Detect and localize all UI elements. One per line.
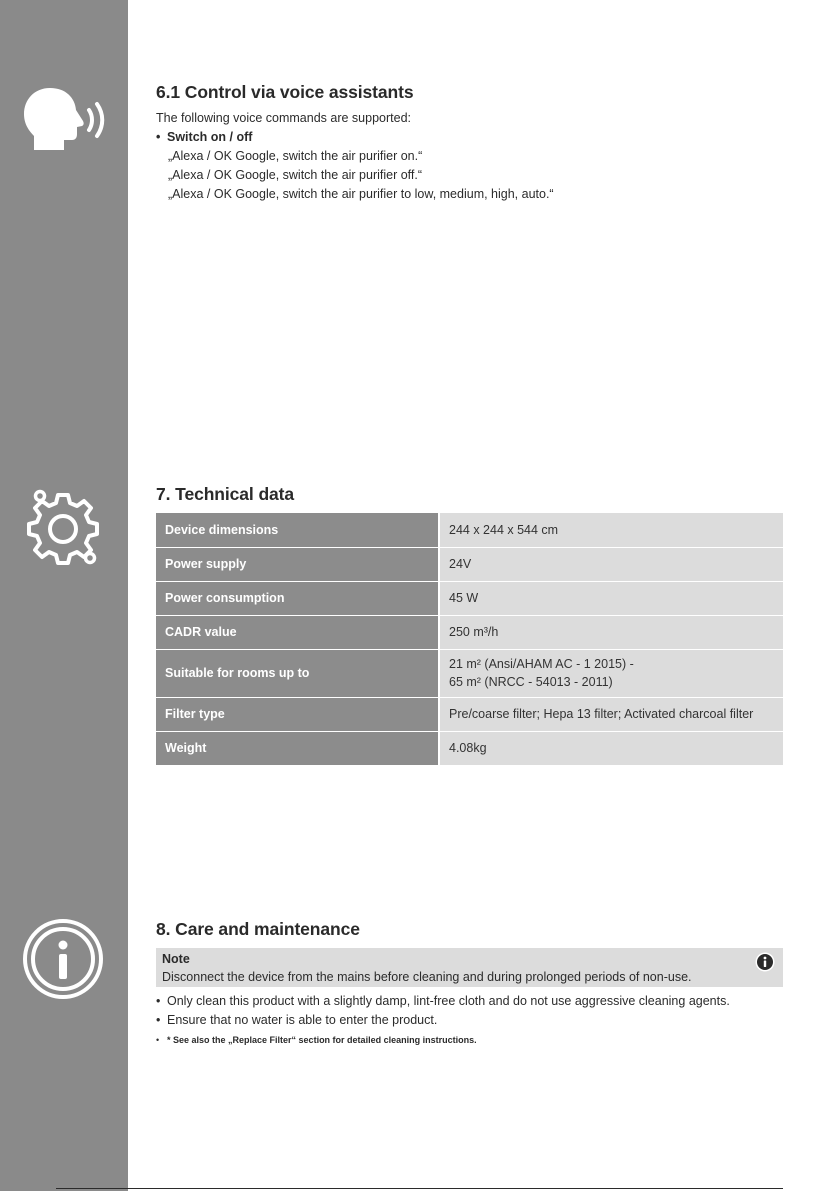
voice-command: „Alexa / OK Google, switch the air purifier off.“ <box>168 168 423 182</box>
row-label: Device dimensions <box>156 513 439 547</box>
intro-text: The following voice commands are supported: <box>156 111 411 125</box>
technical-data-table <box>156 513 783 766</box>
row-label: Power supply <box>156 547 439 581</box>
table-row <box>156 513 783 547</box>
row-value: Pre/coarse filter; Hepa 13 filter; Activated charcoal filter <box>439 697 783 731</box>
row-label: Weight <box>156 731 439 765</box>
table-row <box>156 731 783 765</box>
section-title: 6.1 Control via voice assistants <box>156 82 414 102</box>
sidebar <box>0 0 128 1191</box>
table-row <box>156 697 783 731</box>
voice-command: „Alexa / OK Google, switch the air purifier on.“ <box>168 149 423 163</box>
voice-command: „Alexa / OK Google, switch the air purifier to low, medium, high, auto.“ <box>168 187 554 201</box>
info-icon <box>755 952 775 972</box>
section-care-maintenance <box>156 919 783 1049</box>
note-box <box>156 948 783 987</box>
bullet-switch: • Switch on / off <box>156 128 783 147</box>
footnote: • * See also the „Replace Filter“ section for detailed cleaning instructions. <box>156 1031 783 1049</box>
table-row <box>156 581 783 615</box>
row-label: Power consumption <box>156 581 439 615</box>
table-row <box>156 547 783 581</box>
row-value: 45 W <box>439 581 783 615</box>
info-icon <box>22 918 104 1000</box>
row-value: 250 m³/h <box>439 615 783 649</box>
row-value: 244 x 244 x 544 cm <box>439 513 783 547</box>
section-technical-data <box>156 484 783 766</box>
list-item: • Ensure that no water is able to enter the product. <box>156 1011 783 1030</box>
row-label: CADR value <box>156 615 439 649</box>
row-value: 4.08kg <box>439 731 783 765</box>
row-label: Filter type <box>156 697 439 731</box>
speaking-head-icon <box>20 80 106 166</box>
row-value <box>439 649 783 697</box>
table-row <box>156 615 783 649</box>
row-value-line: 65 m² (NRCC - 54013 - 2011) <box>449 675 613 689</box>
gear-icon <box>20 486 106 572</box>
table-row <box>156 649 783 697</box>
section-title: 7. Technical data <box>156 484 295 504</box>
section-voice-control <box>156 82 783 204</box>
list-item: • Only clean this product with a slightly damp, lint-free cloth and do not use aggressive cleaning agents. <box>156 992 783 1011</box>
footer-divider <box>56 1188 783 1189</box>
note-title: Note <box>162 952 190 966</box>
row-value-line: 21 m² (Ansi/AHAM AC - 1 2015) - <box>449 657 634 671</box>
row-value: 24V <box>439 547 783 581</box>
section-title: 8. Care and maintenance <box>156 919 360 939</box>
row-label: Suitable for rooms up to <box>156 649 439 697</box>
note-text: Disconnect the device from the mains before cleaning and during prolonged periods of non-use. <box>162 970 692 984</box>
